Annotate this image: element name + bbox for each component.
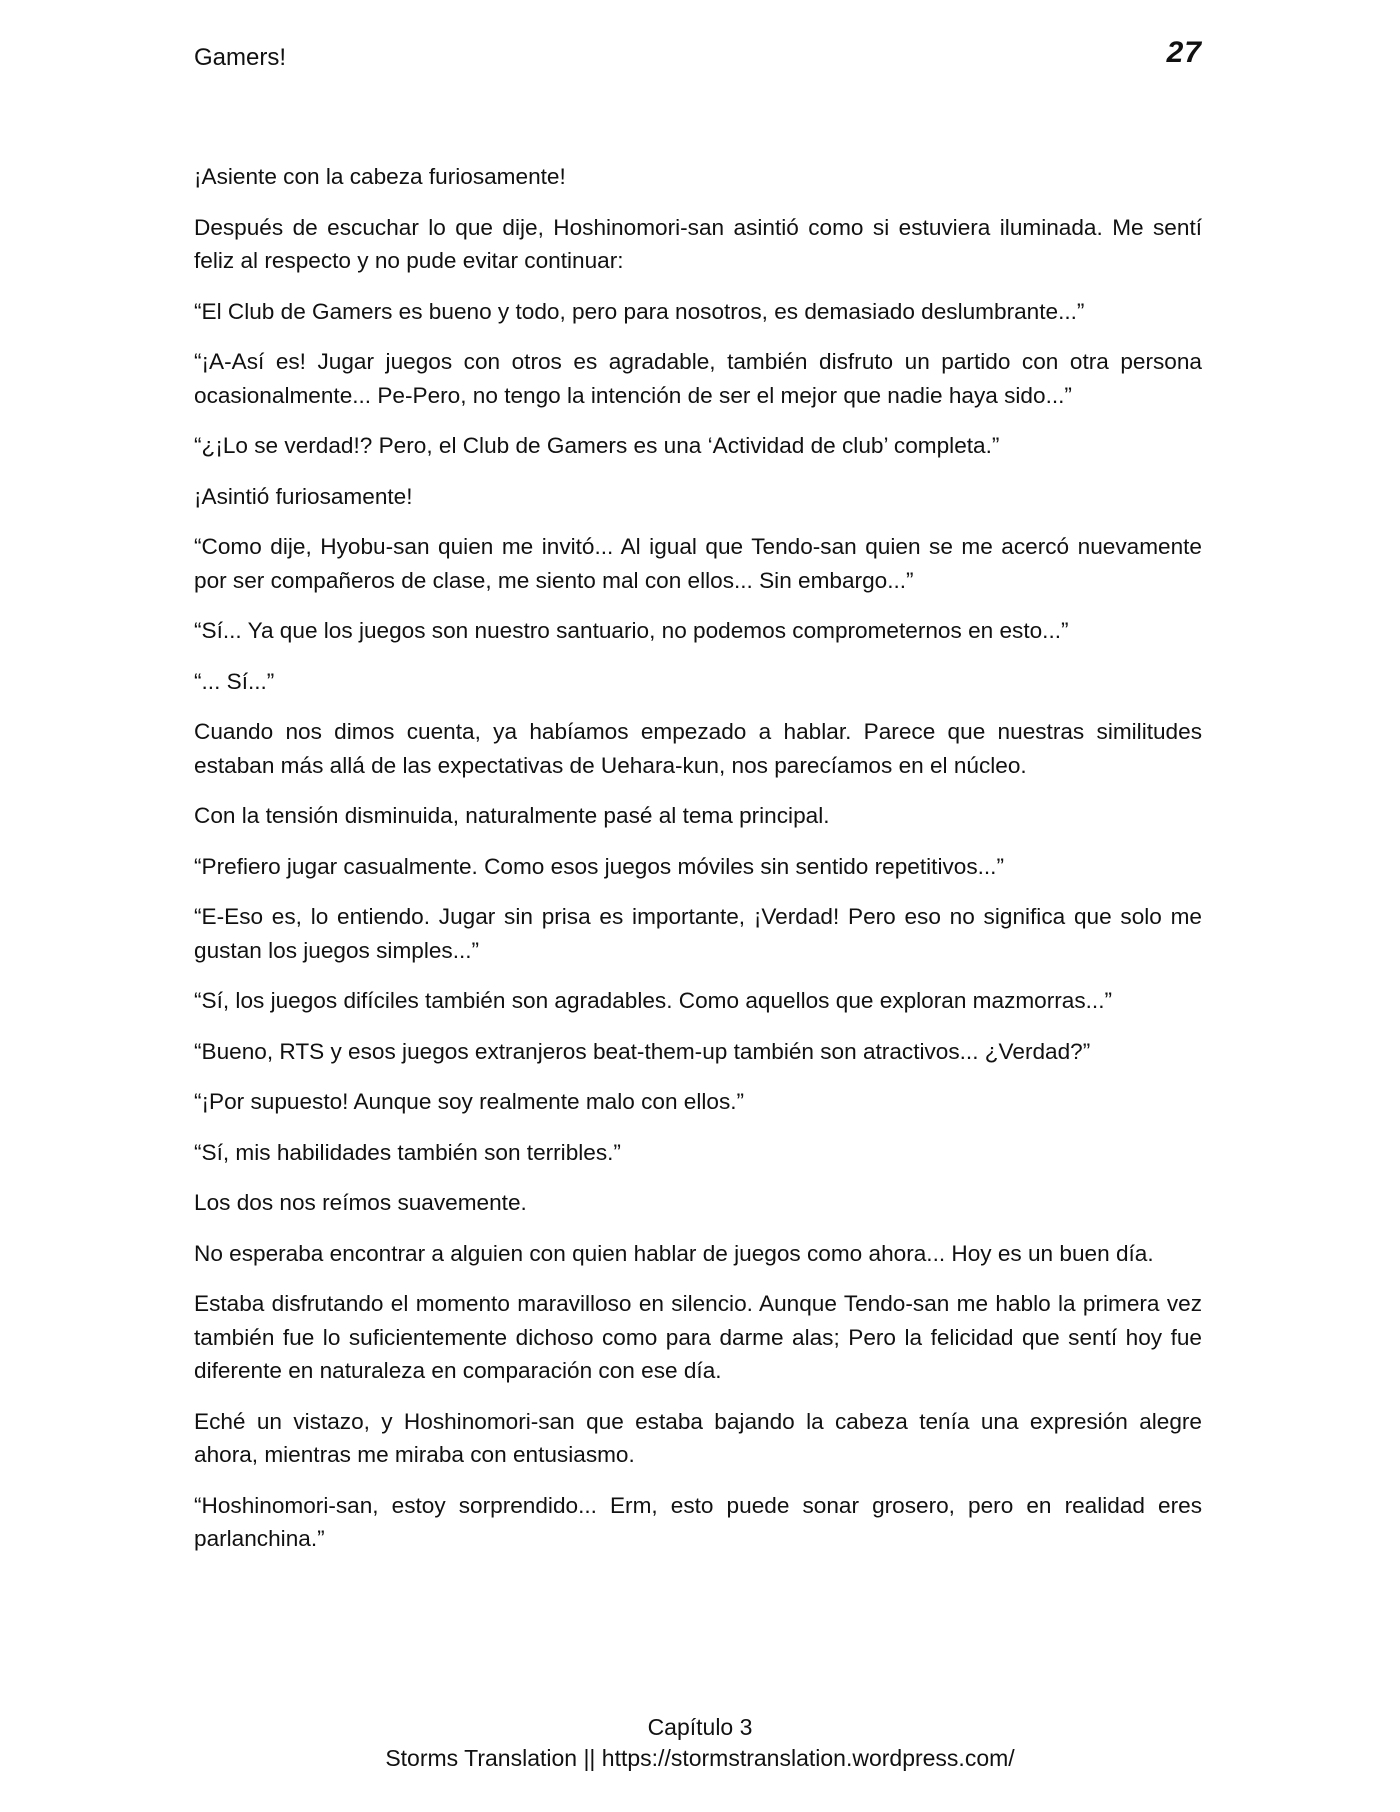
paragraph: “Sí... Ya que los juegos son nuestro santuario, no podemos comprometernos en esto...”	[194, 618, 1069, 643]
paragraph: “¡A-Así es! Jugar juegos con otros es agradable, también disfruto un partido con otra persona ocasionalmente... Pe-Pero, no tengo la intención de ser el mejor que nadie haya sido...”	[194, 349, 1202, 408]
paragraph: Cuando nos dimos cuenta, ya habíamos empezado a hablar. Parece que nuestras similitudes estaban más allá de las expectativas de Uehara-kun, nos parecíamos en el núcleo.	[194, 719, 1202, 778]
paragraph: “Sí, los juegos difíciles también son agradables. Como aquellos que exploran mazmorras...”	[194, 988, 1113, 1013]
paragraph: “Sí, mis habilidades también son terribles.”	[194, 1139, 621, 1165]
paragraph: Estaba disfrutando el momento maravilloso en silencio. Aunque Tendo-san me hablo la primera vez también fue lo suficientemente dichoso como para darme alas; Pero la felicidad que sentí hoy fue diferente en naturaleza en comparación con ese día.	[194, 1291, 1202, 1383]
paragraph: “¿¡Lo se verdad!? Pero, el Club de Gamers es una ‘Actividad de club’ completa.”	[194, 433, 1000, 458]
paragraph: Con la tensión disminuida, naturalmente pasé al tema principal.	[194, 803, 830, 828]
translation-credit: Storms Translation || https://stormstranslation.wordpress.com/	[385, 1745, 1015, 1771]
paragraph: No esperaba encontrar a alguien con quien hablar de juegos como ahora... Hoy es un buen día.	[194, 1240, 1154, 1266]
page-header	[194, 36, 1202, 76]
paragraph: “Hoshinomori-san, estoy sorprendido... Erm, esto puede sonar grosero, pero en realidad eres parlanchina.”	[194, 1492, 1202, 1551]
paragraph: “Como dije, Hyobu-san quien me invitó... Al igual que Tendo-san quien se me acercó nuevamente por ser compañeros de clase, me siento mal con ellos... Sin embargo...”	[194, 534, 1202, 593]
paragraph: “El Club de Gamers es bueno y todo, pero para nosotros, es demasiado deslumbrante...”	[194, 298, 1085, 324]
paragraph: Los dos nos reímos suavemente.	[194, 1190, 527, 1215]
chapter-label: Capítulo 3	[647, 1714, 753, 1740]
page-number: 27	[1166, 36, 1202, 69]
paragraph: Después de escuchar lo que dije, Hoshinomori-san asintió como si estuviera iluminada. Me sentí feliz al respecto y no pude evitar continuar:	[194, 214, 1202, 273]
paragraph: ¡Asiente con la cabeza furiosamente!	[194, 164, 566, 189]
paragraph: “¡Por supuesto! Aunque soy realmente malo con ellos.”	[194, 1089, 745, 1114]
book-title: Gamers!	[194, 44, 287, 71]
paragraph: “Bueno, RTS y esos juegos extranjeros beat-them-up también son atractivos... ¿Verdad?”	[194, 1038, 1091, 1064]
paragraph: “... Sí...”	[194, 668, 275, 694]
paragraph: Eché un vistazo, y Hoshinomori-san que estaba bajando la cabeza tenía una expresión alegre ahora, mientras me miraba con entusiasmo.	[194, 1408, 1202, 1467]
page-footer	[0, 1712, 1400, 1774]
paragraph: “Prefiero jugar casualmente. Como esos juegos móviles sin sentido repetitivos...”	[194, 853, 1004, 879]
paragraph: ¡Asintió furiosamente!	[194, 483, 413, 509]
paragraph: “E-Eso es, lo entiendo. Jugar sin prisa es importante, ¡Verdad! Pero eso no significa que solo me gustan los juegos simples...”	[194, 904, 1202, 963]
body-text	[194, 160, 1202, 1573]
